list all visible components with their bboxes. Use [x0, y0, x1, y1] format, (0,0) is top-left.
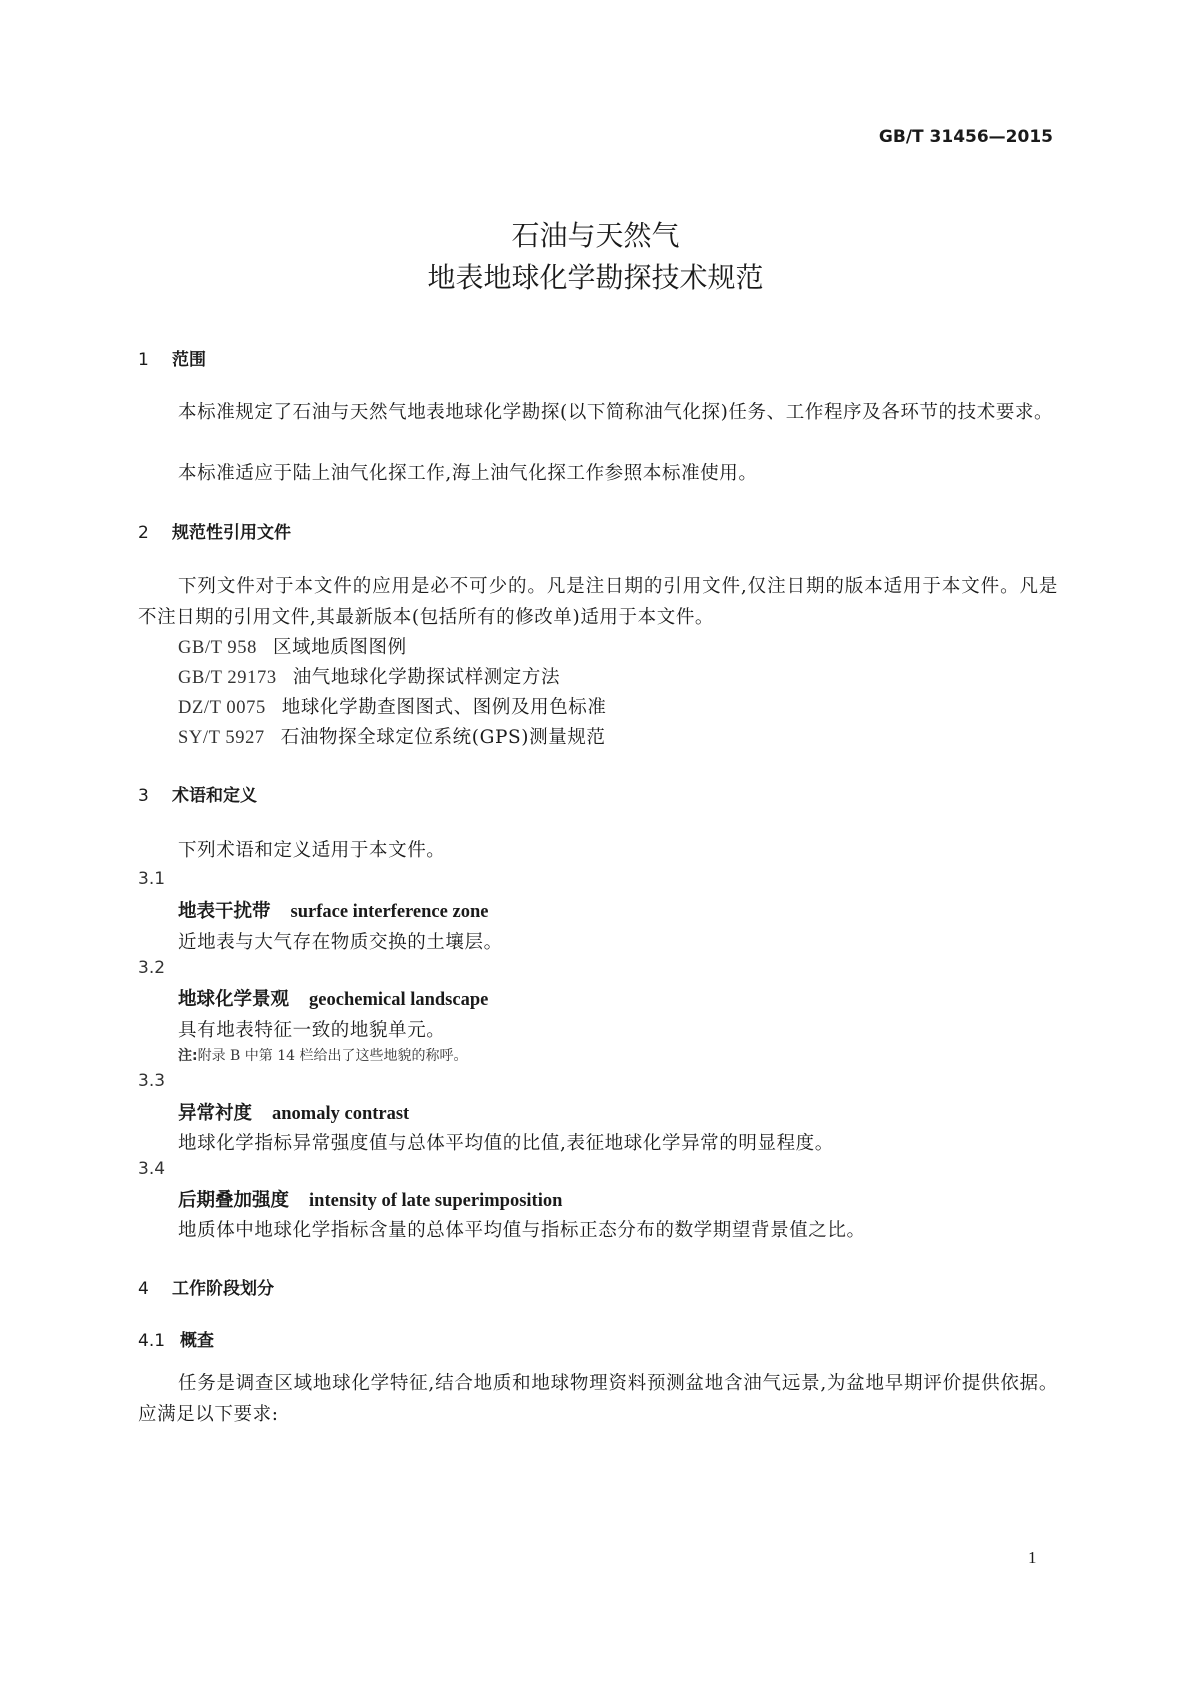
term-zh: 地表干扰带 — [178, 901, 271, 922]
section-number: 4 — [138, 1279, 149, 1299]
term-number: 3.1 — [138, 869, 166, 889]
reference-title: 区域地质图图例 — [272, 637, 407, 658]
term-en: intensity of late superimposition — [309, 1191, 563, 1211]
term-zh: 异常衬度 — [178, 1103, 253, 1124]
reference-item — [178, 723, 606, 749]
term-zh: 后期叠加强度 — [178, 1190, 290, 1211]
page-number: 1 — [1028, 1548, 1037, 1567]
term-zh: 地球化学景观 — [178, 989, 290, 1010]
term-en: surface interference zone — [290, 902, 489, 922]
term-heading — [178, 897, 488, 923]
reference-title: 油气地球化学勘探试样测定方法 — [292, 667, 561, 688]
term-definition: 地球化学指标异常强度值与总体平均值的比值,表征地球化学异常的明显程度。 — [178, 1133, 834, 1154]
title-line-1: 石油与天然气 — [511, 219, 680, 252]
reference-code: GB/T 958 — [178, 638, 257, 658]
reference-item — [178, 693, 607, 719]
reference-title: 地球化学勘查图图式、图例及用色标准 — [281, 697, 607, 718]
term-note — [178, 1045, 468, 1065]
section-title: 规范性引用文件 — [172, 523, 291, 543]
term-heading — [178, 1186, 562, 1212]
section-2-heading — [138, 518, 291, 543]
section-2-paragraph: 下列文件对于本文件的应用是必不可少的。凡是注日期的引用文件,仅注日期的版本适用于本文件。凡是不注日期的引用文件,其最新版本(包括所有的修改单)适用于本文件。 — [138, 576, 1058, 628]
subsection-title: 概查 — [180, 1331, 214, 1351]
term-number: 3.2 — [138, 958, 166, 978]
term-en: anomaly contrast — [272, 1104, 410, 1124]
subsection-number: 4.1 — [138, 1331, 166, 1351]
standard-number: GB/T 31456—2015 — [878, 127, 1053, 147]
reference-code: SY/T 5927 — [178, 728, 265, 748]
reference-item — [178, 663, 560, 689]
subsection-4-1-paragraph: 任务是调查区域地球化学特征,结合地质和地球物理资料预测盆地含油气远景,为盆地早期评价提供依据。应满足以下要求: — [138, 1373, 1058, 1425]
section-number: 2 — [138, 523, 149, 543]
section-3-heading — [138, 781, 257, 806]
section-4-heading — [138, 1274, 274, 1299]
term-heading — [178, 985, 488, 1011]
reference-title: 石油物探全球定位系统(GPS)测量规范 — [280, 727, 606, 748]
reference-code: GB/T 29173 — [178, 668, 277, 688]
term-definition: 近地表与大气存在物质交换的土壤层。 — [178, 932, 503, 953]
section-1-heading — [138, 345, 206, 370]
note-text: 附录 B 中第 14 栏给出了这些地貌的称呼。 — [197, 1048, 468, 1064]
section-number: 1 — [138, 350, 149, 370]
term-number: 3.3 — [138, 1071, 166, 1091]
term-heading — [178, 1099, 409, 1125]
title-line-2: 地表地球化学勘探技术规范 — [427, 261, 764, 294]
note-label: 注: — [178, 1048, 198, 1064]
section-title: 范围 — [172, 350, 206, 370]
term-definition: 地质体中地球化学指标含量的总体平均值与指标正态分布的数学期望背景值之比。 — [178, 1220, 866, 1241]
term-number: 3.4 — [138, 1159, 166, 1179]
section-title: 术语和定义 — [172, 786, 257, 806]
reference-item — [178, 633, 407, 659]
subsection-4-1-heading — [138, 1326, 214, 1351]
term-en: geochemical landscape — [309, 990, 489, 1010]
section-title: 工作阶段划分 — [172, 1279, 274, 1299]
term-definition: 具有地表特征一致的地貌单元。 — [178, 1020, 446, 1041]
reference-code: DZ/T 0075 — [178, 698, 266, 718]
section-number: 3 — [138, 786, 149, 806]
section-1-paragraph-1: 本标准规定了石油与天然气地表地球化学勘探(以下简称油气化探)任务、工作程序及各环节的技术要求。 — [178, 402, 1054, 423]
section-1-paragraph-2: 本标准适应于陆上油气化探工作,海上油气化探工作参照本标准使用。 — [178, 463, 758, 484]
section-3-intro: 下列术语和定义适用于本文件。 — [178, 840, 446, 861]
